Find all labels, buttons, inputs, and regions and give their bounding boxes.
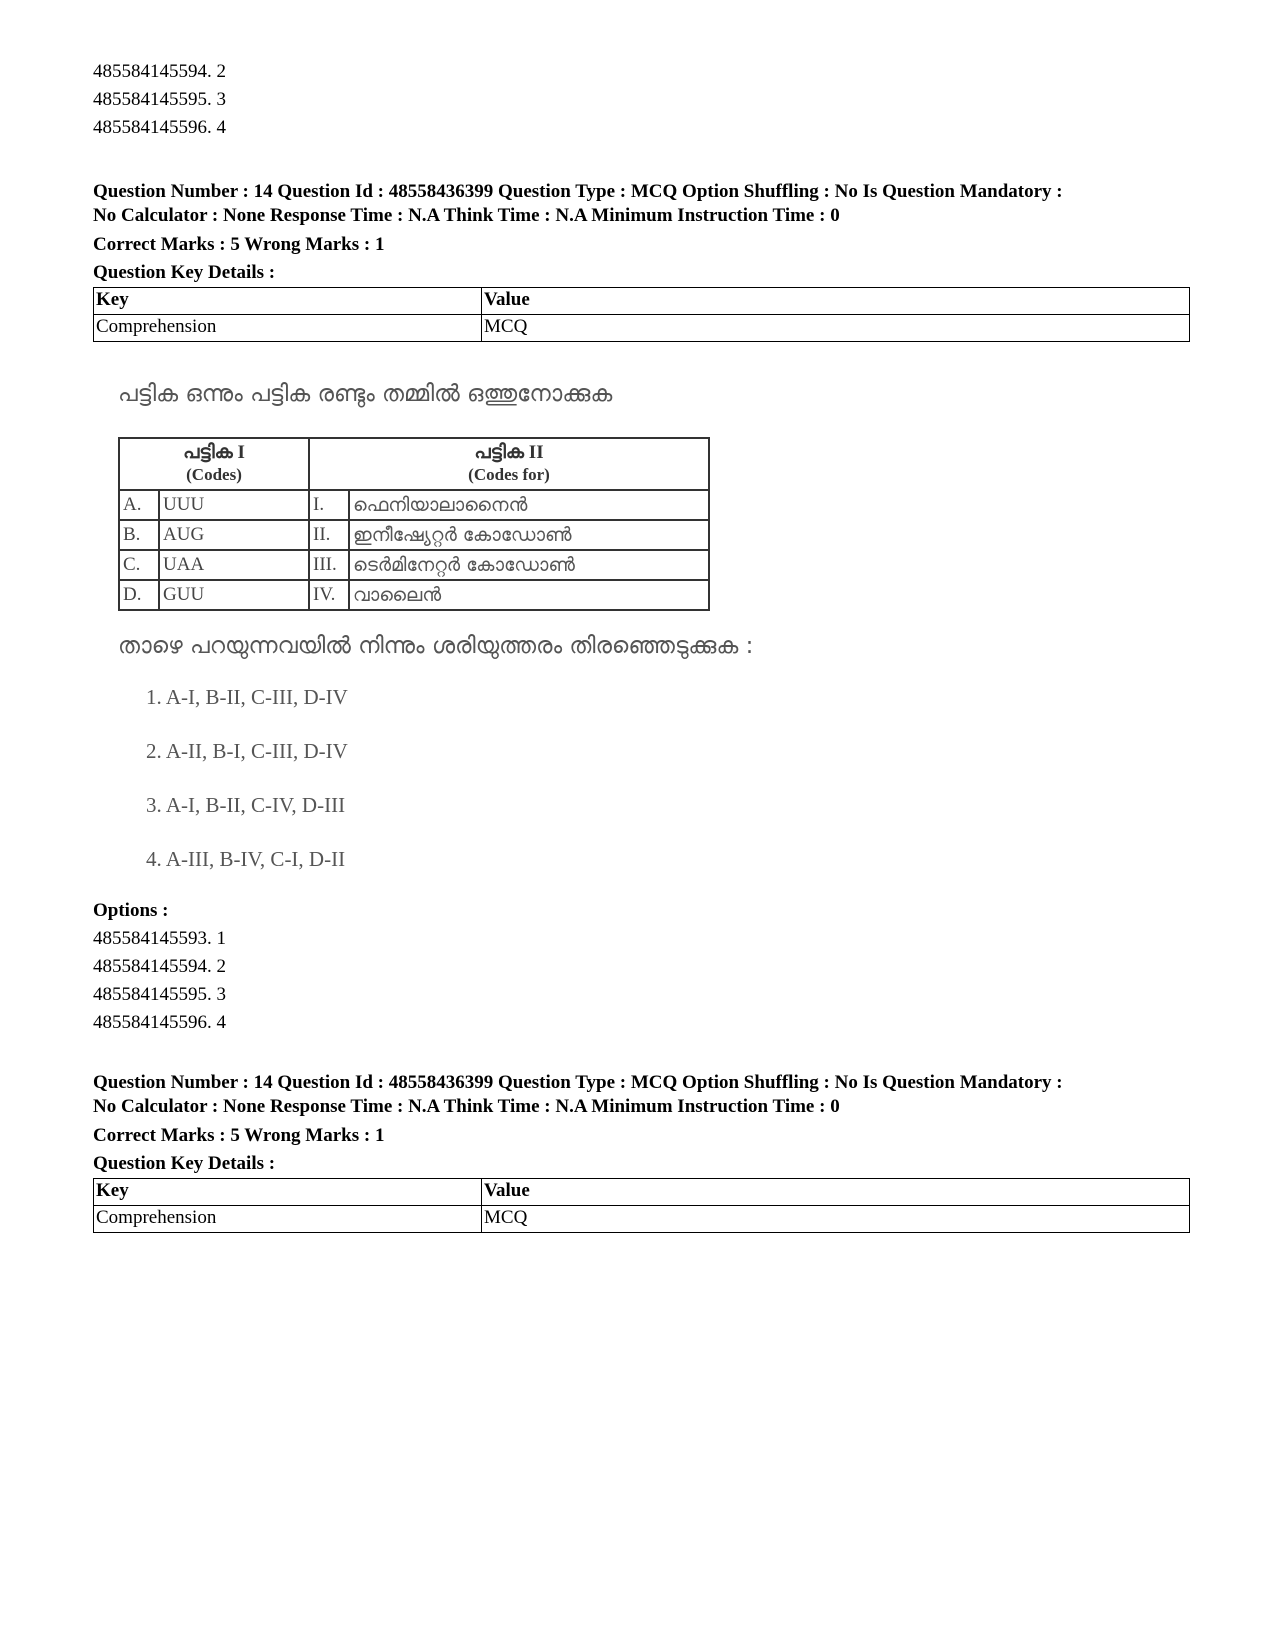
option-item: 485584145593. 1 bbox=[93, 928, 226, 949]
question-key-details-label: Question Key Details : bbox=[93, 262, 276, 283]
list2-numeral: I. bbox=[309, 490, 349, 520]
question-image bbox=[113, 375, 933, 895]
list2-numeral: II. bbox=[309, 520, 349, 550]
question-marks: Correct Marks : 5 Wrong Marks : 1 bbox=[93, 1125, 385, 1146]
table-header-row bbox=[94, 1179, 1190, 1206]
option-item: 485584145595. 3 bbox=[93, 984, 226, 1005]
question-key-table bbox=[93, 287, 1190, 342]
list2-title: പട്ടിക II bbox=[474, 442, 544, 463]
answer-choice: 3. A-I, B-II, C-IV, D-III bbox=[146, 793, 346, 817]
list1-letter: A. bbox=[119, 490, 159, 520]
answer-choice: 2. A-II, B-I, C-III, D-IV bbox=[146, 739, 348, 763]
list1-code: UUU bbox=[159, 490, 309, 520]
option-item: 485584145595. 3 bbox=[93, 89, 226, 110]
question-marks: Correct Marks : 5 Wrong Marks : 1 bbox=[93, 234, 385, 255]
match-row bbox=[119, 550, 709, 580]
list1-code: AUG bbox=[159, 520, 309, 550]
answer-choices bbox=[146, 685, 348, 901]
list1-letter: D. bbox=[119, 580, 159, 610]
option-item: 485584145596. 4 bbox=[93, 117, 226, 138]
table-cell-value: MCQ bbox=[482, 315, 1190, 342]
list2-header bbox=[309, 438, 709, 490]
list2-value: ടെർമിനേറ്റർ കോഡോൺ bbox=[349, 550, 709, 580]
answer-choice: 4. A-III, B-IV, C-I, D-II bbox=[146, 847, 346, 871]
question-key-table bbox=[93, 1178, 1190, 1233]
list1-letter: B. bbox=[119, 520, 159, 550]
question-instruction: താഴെ പറയുന്നവയിൽ നിന്നും ശരിയുത്തരം തിരഞ്ഞെടുക്കുക : bbox=[118, 633, 754, 659]
option-item: 485584145594. 2 bbox=[93, 61, 226, 82]
list2-numeral: III. bbox=[309, 550, 349, 580]
question-key-details-label: Question Key Details : bbox=[93, 1153, 276, 1174]
table-header-key: Key bbox=[94, 1179, 482, 1206]
match-table-header bbox=[119, 438, 709, 490]
list2-value: ഇനീഷ്യേറ്റർ കോഡോൺ bbox=[349, 520, 709, 550]
question-header bbox=[93, 1071, 1190, 1233]
question-header bbox=[93, 180, 1190, 342]
list2-subtitle: (Codes for) bbox=[468, 465, 550, 484]
list2-numeral: IV. bbox=[309, 580, 349, 610]
answer-choice: 1. A-I, B-II, C-III, D-IV bbox=[146, 685, 348, 709]
table-row bbox=[94, 315, 1190, 342]
table-header-value: Value bbox=[482, 288, 1190, 315]
list1-title: പട്ടിക I bbox=[183, 442, 245, 463]
option-item: 485584145596. 4 bbox=[93, 1012, 226, 1033]
list2-value: ഫെനിയാലാനൈൻ bbox=[349, 490, 709, 520]
question-meta-line1: Question Number : 14 Question Id : 48558436399 Question Type : MCQ Option Shuffling : No Is Question Mandatory : bbox=[93, 181, 1063, 202]
table-cell-key: Comprehension bbox=[94, 315, 482, 342]
table-cell-value: MCQ bbox=[482, 1206, 1190, 1233]
question-meta-line2: No Calculator : None Response Time : N.A Think Time : N.A Minimum Instruction Time : 0 bbox=[93, 1096, 840, 1117]
list1-letter: C. bbox=[119, 550, 159, 580]
match-table bbox=[118, 437, 710, 611]
list1-subtitle: (Codes) bbox=[186, 465, 242, 484]
question-meta-line2: No Calculator : None Response Time : N.A Think Time : N.A Minimum Instruction Time : 0 bbox=[93, 205, 840, 226]
list1-code: GUU bbox=[159, 580, 309, 610]
match-row bbox=[119, 580, 709, 610]
options-section bbox=[93, 897, 1190, 1037]
question-meta-line1: Question Number : 14 Question Id : 48558436399 Question Type : MCQ Option Shuffling : No Is Question Mandatory : bbox=[93, 1072, 1063, 1093]
match-row bbox=[119, 520, 709, 550]
match-row bbox=[119, 490, 709, 520]
question-prompt: പട്ടിക ഒന്നും പട്ടിക രണ്ടും തമ്മിൽ ഒത്തുനോക്കുക bbox=[118, 381, 613, 407]
table-header-value: Value bbox=[482, 1179, 1190, 1206]
table-header-key: Key bbox=[94, 288, 482, 315]
top-options-list bbox=[93, 58, 1190, 142]
list1-code: UAA bbox=[159, 550, 309, 580]
list2-value: വാലൈൻ bbox=[349, 580, 709, 610]
table-header-row bbox=[94, 288, 1190, 315]
table-row bbox=[94, 1206, 1190, 1233]
options-label: Options : bbox=[93, 900, 169, 921]
list1-header bbox=[119, 438, 309, 490]
table-cell-key: Comprehension bbox=[94, 1206, 482, 1233]
option-item: 485584145594. 2 bbox=[93, 956, 226, 977]
